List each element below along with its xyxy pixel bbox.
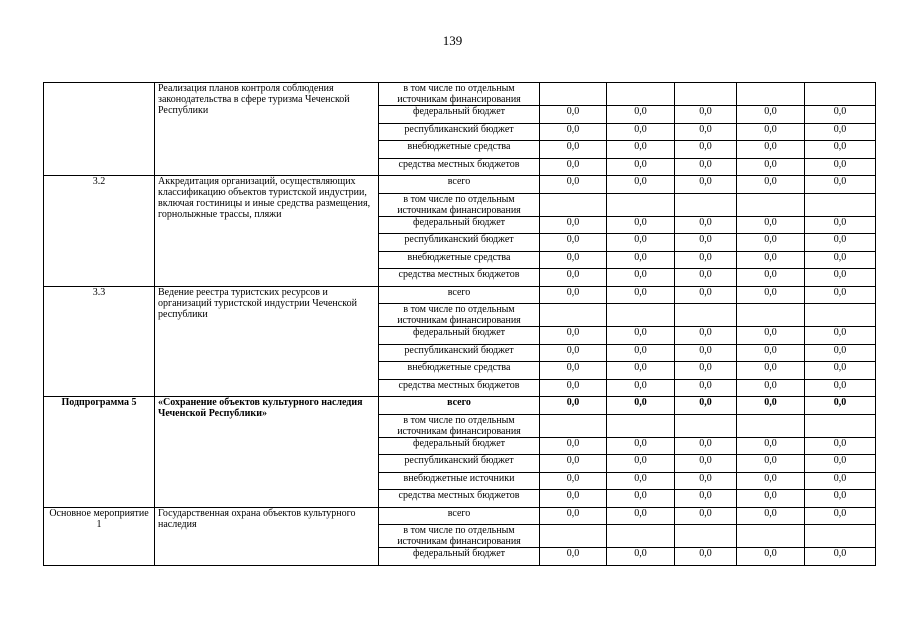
- funding-source-cell: федеральный бюджет: [379, 327, 540, 345]
- item-code-cell: Основное мероприятие 1: [44, 507, 155, 565]
- amount-cell: 0,0: [675, 216, 737, 234]
- amount-cell: [805, 414, 876, 437]
- amount-cell: 0,0: [607, 344, 675, 362]
- amount-cell: 0,0: [805, 362, 876, 380]
- amount-cell: 0,0: [737, 123, 805, 141]
- amount-cell: 0,0: [607, 327, 675, 345]
- amount-cell: 0,0: [607, 176, 675, 194]
- amount-cell: [737, 83, 805, 106]
- amount-cell: [805, 193, 876, 216]
- amount-cell: 0,0: [540, 507, 607, 525]
- amount-cell: [675, 414, 737, 437]
- amount-cell: 0,0: [805, 216, 876, 234]
- amount-cell: [540, 525, 607, 548]
- amount-cell: 0,0: [540, 472, 607, 490]
- amount-cell: [737, 193, 805, 216]
- amount-cell: 0,0: [540, 158, 607, 176]
- amount-cell: 0,0: [737, 490, 805, 508]
- funding-source-cell: внебюджетные средства: [379, 251, 540, 269]
- amount-cell: 0,0: [737, 106, 805, 124]
- page-number: 139: [442, 33, 463, 48]
- amount-cell: 0,0: [737, 234, 805, 252]
- amount-cell: 0,0: [540, 362, 607, 380]
- amount-cell: 0,0: [805, 176, 876, 194]
- funding-source-cell: всего: [379, 507, 540, 525]
- amount-cell: 0,0: [607, 234, 675, 252]
- amount-cell: 0,0: [540, 490, 607, 508]
- amount-cell: 0,0: [607, 397, 675, 415]
- table-row: [44, 176, 876, 194]
- funding-source-cell: республиканский бюджет: [379, 344, 540, 362]
- amount-cell: [607, 193, 675, 216]
- amount-cell: 0,0: [540, 251, 607, 269]
- amount-cell: 0,0: [607, 455, 675, 473]
- amount-cell: 0,0: [540, 123, 607, 141]
- item-description-cell: Ведение реестра туристских ресурсов и организаций туристской индустрии Чеченской республики: [155, 286, 379, 397]
- amount-cell: 0,0: [737, 216, 805, 234]
- amount-cell: 0,0: [540, 455, 607, 473]
- amount-cell: 0,0: [737, 455, 805, 473]
- amount-cell: 0,0: [607, 216, 675, 234]
- amount-cell: [607, 304, 675, 327]
- amount-cell: [675, 525, 737, 548]
- amount-cell: 0,0: [540, 286, 607, 304]
- amount-cell: [540, 414, 607, 437]
- amount-cell: 0,0: [805, 269, 876, 287]
- amount-cell: 0,0: [805, 472, 876, 490]
- amount-cell: 0,0: [737, 141, 805, 159]
- amount-cell: 0,0: [805, 106, 876, 124]
- amount-cell: 0,0: [675, 234, 737, 252]
- amount-cell: 0,0: [607, 437, 675, 455]
- item-code-cell: 3.3: [44, 286, 155, 397]
- amount-cell: [607, 525, 675, 548]
- amount-cell: 0,0: [737, 437, 805, 455]
- amount-cell: 0,0: [540, 176, 607, 194]
- amount-cell: 0,0: [675, 176, 737, 194]
- amount-cell: 0,0: [805, 490, 876, 508]
- amount-cell: 0,0: [675, 141, 737, 159]
- funding-source-cell: федеральный бюджет: [379, 106, 540, 124]
- amount-cell: 0,0: [675, 455, 737, 473]
- amount-cell: 0,0: [805, 251, 876, 269]
- funding-source-cell: внебюджетные источники: [379, 472, 540, 490]
- amount-cell: 0,0: [675, 106, 737, 124]
- amount-cell: 0,0: [805, 548, 876, 566]
- amount-cell: 0,0: [540, 397, 607, 415]
- amount-cell: 0,0: [737, 158, 805, 176]
- amount-cell: 0,0: [675, 286, 737, 304]
- amount-cell: 0,0: [540, 548, 607, 566]
- amount-cell: [675, 193, 737, 216]
- amount-cell: 0,0: [540, 141, 607, 159]
- amount-cell: [540, 304, 607, 327]
- amount-cell: 0,0: [737, 327, 805, 345]
- amount-cell: 0,0: [805, 379, 876, 397]
- amount-cell: 0,0: [737, 286, 805, 304]
- amount-cell: 0,0: [737, 472, 805, 490]
- amount-cell: 0,0: [607, 472, 675, 490]
- item-code-cell: 3.2: [44, 176, 155, 287]
- amount-cell: 0,0: [805, 123, 876, 141]
- amount-cell: 0,0: [675, 397, 737, 415]
- amount-cell: 0,0: [737, 397, 805, 415]
- funding-table: [43, 82, 876, 566]
- funding-source-cell: в том числе по отдельным источникам финансирования: [379, 304, 540, 327]
- amount-cell: 0,0: [805, 141, 876, 159]
- item-code-cell: Подпрограмма 5: [44, 397, 155, 508]
- item-description-cell: Государственная охрана объектов культурного наследия: [155, 507, 379, 565]
- amount-cell: 0,0: [675, 507, 737, 525]
- table-body: [44, 83, 876, 566]
- amount-cell: 0,0: [737, 362, 805, 380]
- table-row: [44, 397, 876, 415]
- amount-cell: 0,0: [607, 362, 675, 380]
- amount-cell: [805, 83, 876, 106]
- amount-cell: 0,0: [675, 437, 737, 455]
- amount-cell: [805, 525, 876, 548]
- item-description-cell: Аккредитация организаций, осуществляющих классификацию объектов туристской индустрии, включая гостиницы и иные средства размещения, горнолыжные трассы, пляжи: [155, 176, 379, 287]
- amount-cell: 0,0: [675, 251, 737, 269]
- amount-cell: 0,0: [675, 490, 737, 508]
- amount-cell: 0,0: [805, 286, 876, 304]
- amount-cell: [805, 304, 876, 327]
- funding-source-cell: средства местных бюджетов: [379, 490, 540, 508]
- amount-cell: 0,0: [805, 507, 876, 525]
- amount-cell: 0,0: [540, 344, 607, 362]
- amount-cell: 0,0: [737, 269, 805, 287]
- funding-source-cell: в том числе по отдельным источникам финансирования: [379, 525, 540, 548]
- item-description-cell: «Сохранение объектов культурного наследия Чеченской Республики»: [155, 397, 379, 508]
- amount-cell: 0,0: [675, 344, 737, 362]
- funding-source-cell: внебюджетные средства: [379, 141, 540, 159]
- amount-cell: 0,0: [540, 234, 607, 252]
- funding-source-cell: в том числе по отдельным источникам финансирования: [379, 193, 540, 216]
- item-code-cell: [44, 83, 155, 176]
- amount-cell: 0,0: [675, 158, 737, 176]
- amount-cell: 0,0: [675, 548, 737, 566]
- funding-source-cell: средства местных бюджетов: [379, 269, 540, 287]
- amount-cell: 0,0: [607, 123, 675, 141]
- item-description-cell: Реализация планов контроля соблюдения законодательства в сфере туризма Чеченской Республики: [155, 83, 379, 176]
- amount-cell: 0,0: [675, 362, 737, 380]
- amount-cell: 0,0: [675, 472, 737, 490]
- amount-cell: 0,0: [607, 286, 675, 304]
- amount-cell: 0,0: [805, 437, 876, 455]
- funding-source-cell: федеральный бюджет: [379, 548, 540, 566]
- amount-cell: 0,0: [737, 176, 805, 194]
- amount-cell: [737, 414, 805, 437]
- amount-cell: [737, 525, 805, 548]
- funding-source-cell: всего: [379, 176, 540, 194]
- amount-cell: 0,0: [540, 327, 607, 345]
- funding-source-cell: в том числе по отдельным источникам финансирования: [379, 414, 540, 437]
- amount-cell: [737, 304, 805, 327]
- amount-cell: 0,0: [737, 507, 805, 525]
- funding-source-cell: внебюджетные средства: [379, 362, 540, 380]
- amount-cell: 0,0: [805, 344, 876, 362]
- amount-cell: 0,0: [737, 344, 805, 362]
- amount-cell: [607, 414, 675, 437]
- amount-cell: 0,0: [540, 379, 607, 397]
- amount-cell: [675, 304, 737, 327]
- amount-cell: 0,0: [675, 379, 737, 397]
- amount-cell: 0,0: [805, 397, 876, 415]
- amount-cell: 0,0: [607, 106, 675, 124]
- amount-cell: [675, 83, 737, 106]
- funding-source-cell: федеральный бюджет: [379, 216, 540, 234]
- amount-cell: [607, 83, 675, 106]
- amount-cell: 0,0: [805, 234, 876, 252]
- amount-cell: 0,0: [737, 548, 805, 566]
- amount-cell: 0,0: [805, 327, 876, 345]
- amount-cell: 0,0: [540, 437, 607, 455]
- funding-source-cell: средства местных бюджетов: [379, 379, 540, 397]
- funding-source-cell: республиканский бюджет: [379, 234, 540, 252]
- amount-cell: 0,0: [675, 123, 737, 141]
- amount-cell: 0,0: [607, 548, 675, 566]
- funding-source-cell: средства местных бюджетов: [379, 158, 540, 176]
- funding-source-cell: республиканский бюджет: [379, 123, 540, 141]
- amount-cell: 0,0: [607, 269, 675, 287]
- amount-cell: 0,0: [805, 455, 876, 473]
- amount-cell: 0,0: [540, 216, 607, 234]
- amount-cell: 0,0: [540, 269, 607, 287]
- amount-cell: 0,0: [540, 106, 607, 124]
- amount-cell: 0,0: [805, 158, 876, 176]
- amount-cell: 0,0: [607, 158, 675, 176]
- amount-cell: 0,0: [675, 269, 737, 287]
- amount-cell: 0,0: [737, 251, 805, 269]
- amount-cell: 0,0: [607, 141, 675, 159]
- table-row: [44, 286, 876, 304]
- amount-cell: 0,0: [607, 507, 675, 525]
- amount-cell: [540, 83, 607, 106]
- table-row: [44, 507, 876, 525]
- funding-source-cell: федеральный бюджет: [379, 437, 540, 455]
- funding-source-cell: всего: [379, 397, 540, 415]
- amount-cell: 0,0: [607, 251, 675, 269]
- funding-source-cell: в том числе по отдельным источникам финансирования: [379, 83, 540, 106]
- table-row: [44, 83, 876, 106]
- amount-cell: 0,0: [607, 379, 675, 397]
- funding-source-cell: республиканский бюджет: [379, 455, 540, 473]
- amount-cell: 0,0: [675, 327, 737, 345]
- amount-cell: 0,0: [737, 379, 805, 397]
- funding-source-cell: всего: [379, 286, 540, 304]
- amount-cell: 0,0: [607, 490, 675, 508]
- amount-cell: [540, 193, 607, 216]
